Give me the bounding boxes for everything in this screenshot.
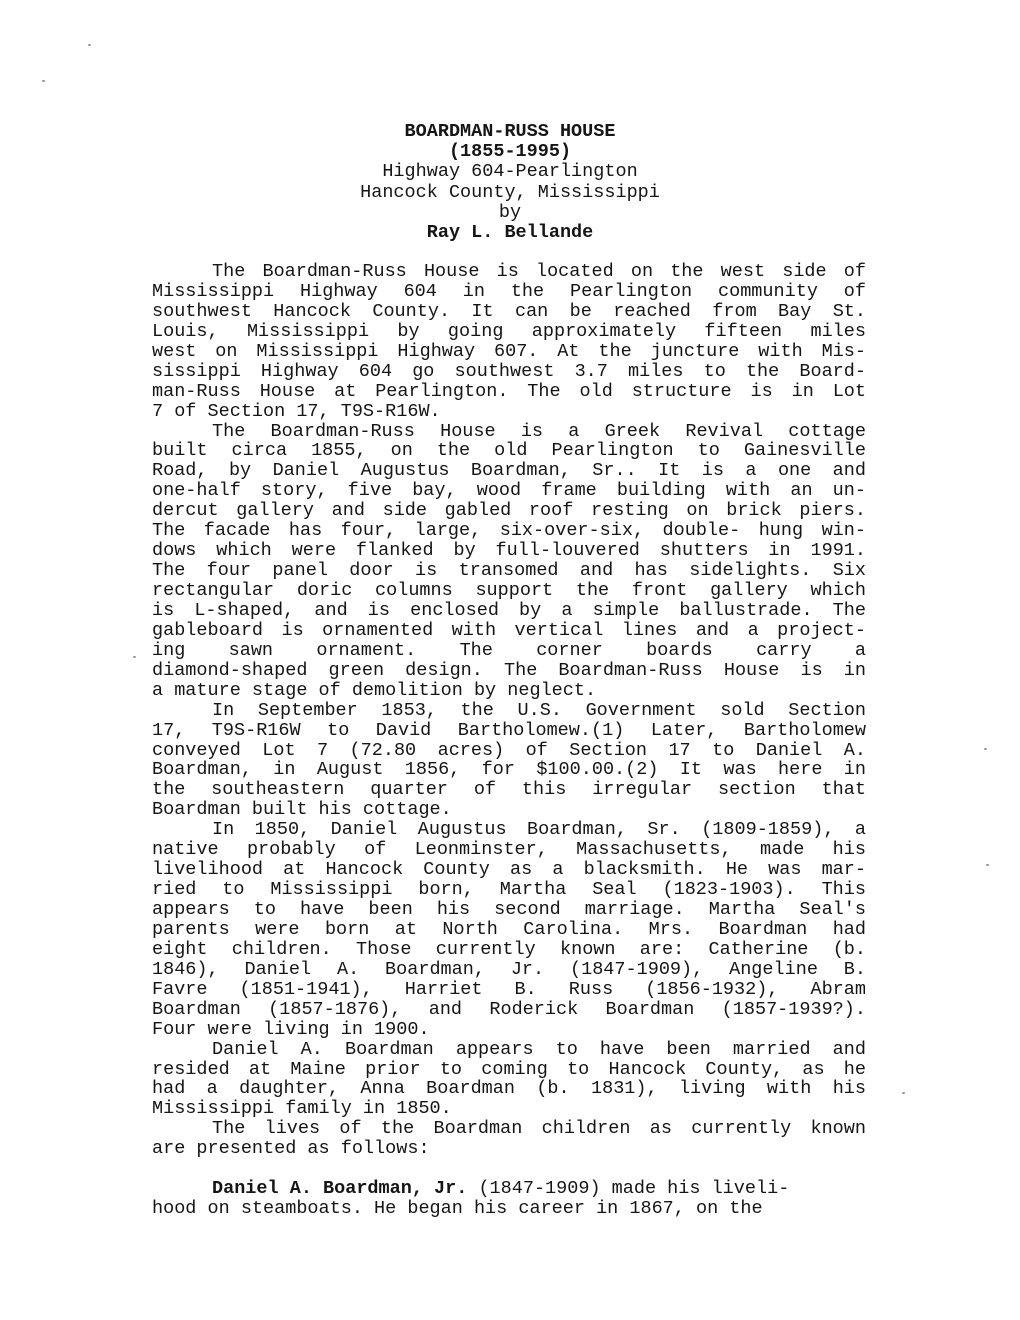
- scan-speck: [88, 44, 91, 46]
- body-line: dows which were flanked by full-louvered shutters in 1991.: [152, 540, 866, 562]
- body-line: eight children. Those currently known are: Catherine (b.: [152, 938, 866, 960]
- body-line: The four panel door is transomed and has sidelights. Six: [152, 560, 866, 582]
- body-line: west on Mississippi Highway 607. At the juncture with Mis-: [152, 340, 866, 362]
- body-line: are presented as follows:: [152, 1138, 430, 1160]
- body-line: Boardman (1857-1876), and Roderick Boardman (1857-1939?).: [152, 998, 866, 1020]
- body-line: 17, T9S-R16W to David Bartholomew.(1) Later, Bartholomew: [152, 719, 866, 741]
- body-line: man-Russ House at Pearlington. The old structure is in Lot: [152, 380, 866, 402]
- body-line: is L-shaped, and is enclosed by a simple ballustrade. The: [152, 599, 866, 621]
- document-header: [0, 122, 1020, 243]
- body-line: rectangular doric columns support the front gallery which: [152, 580, 866, 601]
- body-line: livelihood at Hancock County as a blacksmith. He was mar-: [152, 859, 866, 881]
- body-line: resided at Maine prior to coming to Hancock County, as he: [152, 1058, 866, 1080]
- body-line: Boardman, in August 1856, for $100.00.(2) It was here in: [152, 759, 866, 781]
- body-line: The Boardman-Russ House is a Greek Revival cottage: [212, 420, 866, 442]
- body-line: conveyed Lot 7 (72.80 acres) of Section 17 to Daniel A.: [152, 739, 866, 761]
- body-line: [152, 1179, 866, 1199]
- document-address: Highway 604-Pearlington: [382, 161, 638, 183]
- body-line: ried to Mississippi born, Martha Seal (1823-1903). This: [152, 879, 866, 901]
- scan-speck: [133, 656, 136, 658]
- body-line: sissippi Highway 604 go southwest 3.7 miles to the Board-: [152, 360, 866, 382]
- body-line: appears to have been his second marriage. Martha Seal's: [152, 899, 866, 920]
- document-author: Ray L. Bellande: [426, 222, 594, 244]
- body-line: Favre (1851-1941), Harriet B. Russ (1856-1932), Abram: [152, 978, 866, 1000]
- scan-speck: [986, 864, 989, 866]
- body-line: southwest Hancock County. It can be reached from Bay St.: [152, 300, 866, 322]
- body-line: Road, by Daniel Augustus Boardman, Sr.. It is a one and: [152, 460, 866, 482]
- body-line: native probably of Leonminster, Massachusetts, made his: [152, 839, 866, 861]
- body-line: one-half story, five bay, wood frame building with an un-: [152, 480, 866, 502]
- body-line: Four were living in 1900.: [152, 1018, 430, 1040]
- line-text: (1847-1909) made his liveli-: [467, 1178, 790, 1200]
- body-line: Mississippi family in 1850.: [152, 1098, 452, 1120]
- document-title: BOARDMAN-RUSS HOUSE: [404, 121, 616, 142]
- scan-speck: [984, 748, 987, 750]
- document-dates: (1855-1995): [448, 141, 572, 163]
- body-line: In September 1853, the U.S. Government sold Section: [212, 699, 866, 721]
- body-line: The lives of the Boardman children as currently known: [212, 1118, 866, 1140]
- body-line: had a daughter, Anna Boardman (b. 1831), living with his: [152, 1078, 866, 1100]
- body-line: Daniel A. Boardman appears to have been married and: [212, 1038, 866, 1060]
- document-county: Hancock County, Mississippi: [360, 181, 660, 203]
- body-line: In 1850, Daniel Augustus Boardman, Sr. (1809-1859), a: [212, 819, 866, 841]
- body-line: diamond-shaped green design. The Boardman-Russ House is in: [152, 659, 866, 681]
- body-line: dercut gallery and side gabled roof resting on brick piers.: [152, 500, 866, 522]
- bold-run: Daniel A. Boardman, Jr.: [212, 1178, 468, 1200]
- body-line: 1846), Daniel A. Boardman, Jr. (1847-1909), Angeline B.: [152, 958, 866, 980]
- body-line: ing sawn ornament. The corner boards carry a: [152, 639, 866, 661]
- scan-speck: [902, 1092, 905, 1094]
- body-line: The facade has four, large, six-over-six, double- hung win-: [152, 520, 866, 542]
- body-line: the southeastern quarter of this irregular section that: [152, 779, 866, 801]
- body-line: built circa 1855, on the old Pearlington to Gainesville: [152, 440, 866, 462]
- body-line: hood on steamboats. He began his career in 1867, on the: [152, 1198, 763, 1220]
- document-byline: by: [498, 201, 522, 223]
- body-line: a mature stage of demolition by neglect.: [152, 679, 597, 701]
- body-line: parents were born at North Carolina. Mrs. Boardman had: [152, 918, 866, 940]
- body-line: gableboard is ornamented with vertical lines and a project-: [152, 619, 866, 641]
- document-body: [152, 262, 866, 1219]
- body-line: Boardman built his cottage.: [152, 799, 452, 821]
- body-line: The Boardman-Russ House is located on the west side of: [212, 261, 866, 282]
- body-line: 7 of Section 17, T9S-R16W.: [152, 400, 441, 422]
- scan-speck: [42, 80, 45, 82]
- body-line: Louis, Mississippi by going approximately fifteen miles: [152, 320, 866, 342]
- body-line: Mississippi Highway 604 in the Pearlington community of: [152, 280, 866, 302]
